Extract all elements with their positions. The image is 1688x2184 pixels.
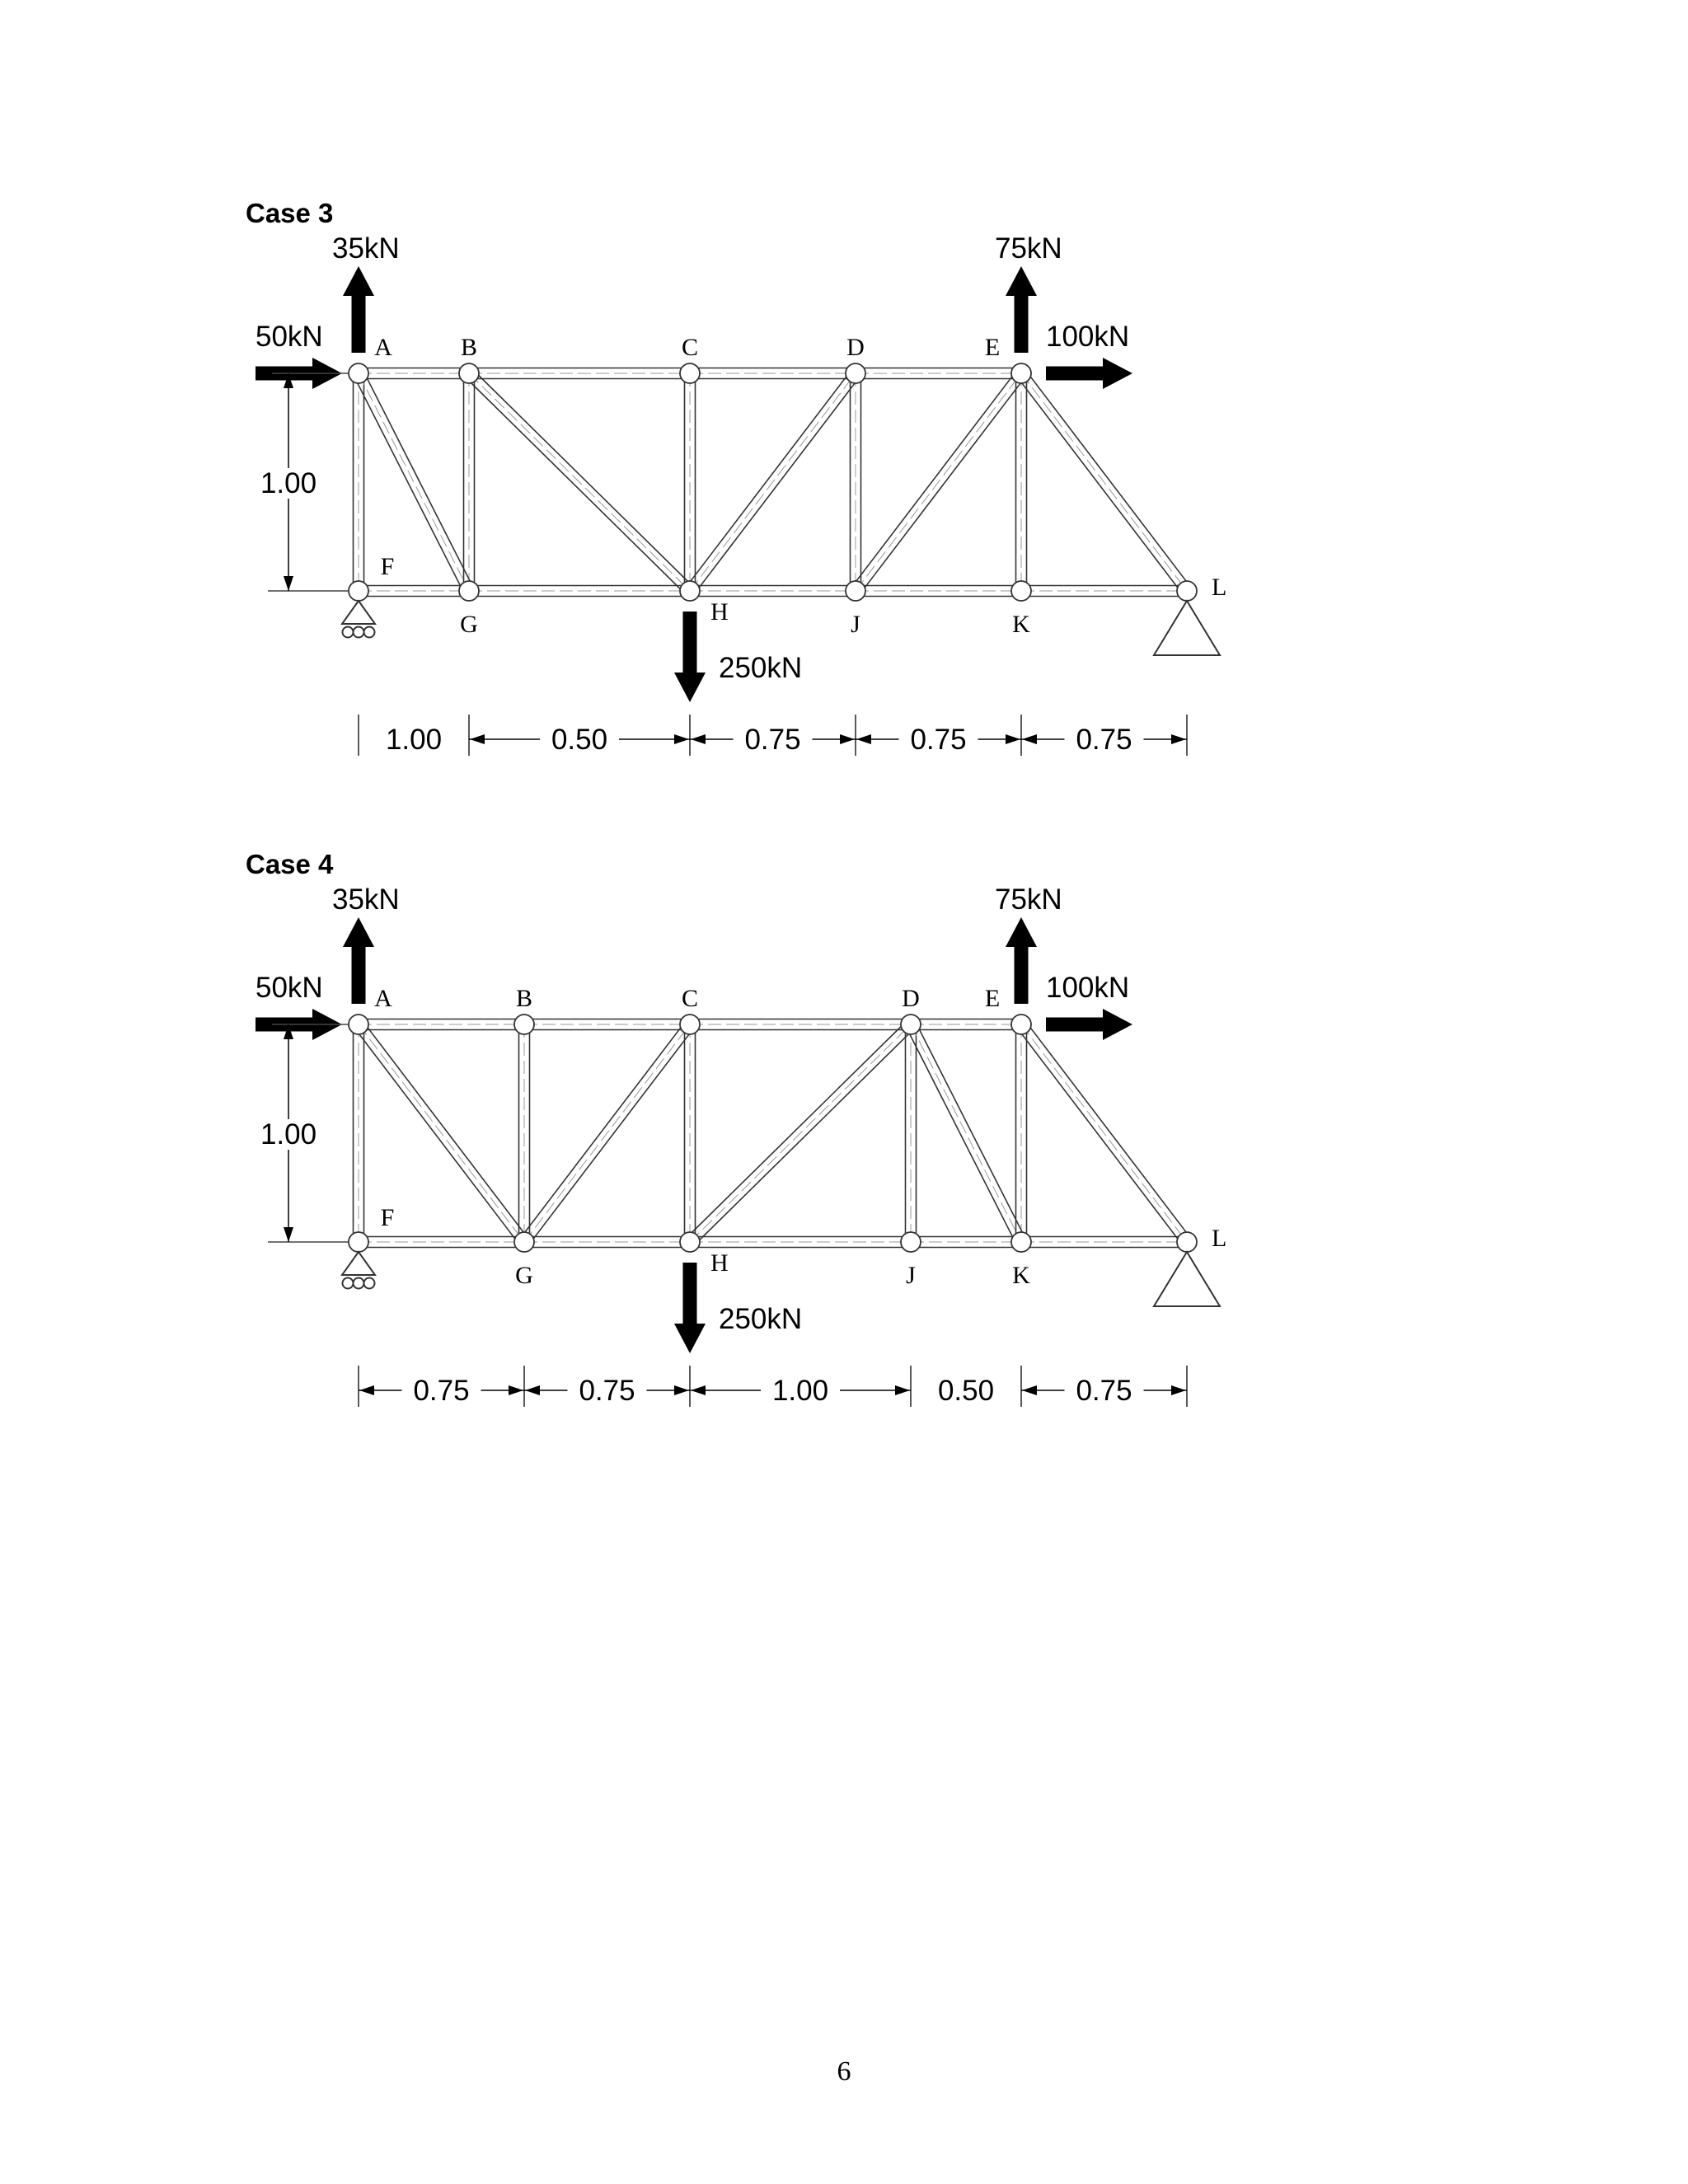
truss-member xyxy=(690,1019,911,1030)
joint-f xyxy=(349,1232,368,1252)
arrow-shape xyxy=(1006,266,1037,353)
joint-l xyxy=(1177,1232,1197,1252)
load-arrow-up xyxy=(343,917,374,1004)
case-title: Case 3 xyxy=(246,198,334,228)
joint-c xyxy=(680,1015,700,1034)
pin-support-triangle xyxy=(1154,1252,1220,1306)
load-label: 250kN xyxy=(719,1303,803,1335)
arrow-shape xyxy=(1046,1009,1132,1040)
arrow-shape xyxy=(343,266,374,353)
joint-j xyxy=(846,581,865,601)
dimension-arrowhead xyxy=(1006,734,1020,744)
node-label-h: H xyxy=(710,598,729,626)
joint-d xyxy=(901,1015,921,1034)
span-dimension-label: 0.50 xyxy=(551,724,608,756)
height-dimension-label: 1.00 xyxy=(260,467,317,499)
member-line xyxy=(686,370,851,588)
member-line xyxy=(354,1028,520,1245)
arrow-shape xyxy=(674,1263,706,1353)
member-line xyxy=(1017,377,1183,594)
arrow-shape xyxy=(1046,358,1132,389)
span-dimension-label: 1.00 xyxy=(385,724,443,756)
node-label-l: L xyxy=(1212,1225,1227,1252)
dimension-arrowhead xyxy=(691,734,706,744)
joint-j xyxy=(901,1232,921,1252)
truss-member xyxy=(856,368,1021,379)
dimension-arrowhead xyxy=(1171,734,1186,744)
truss-member xyxy=(686,1020,914,1245)
load-label: 100kN xyxy=(1046,321,1130,353)
load-label: 50kN xyxy=(256,321,323,353)
load-arrow-right xyxy=(1046,358,1132,389)
roller-support-triangle xyxy=(342,1252,375,1275)
member-line xyxy=(860,377,1025,594)
truss-member xyxy=(911,1237,1021,1248)
node-label-h: H xyxy=(710,1249,729,1277)
dimension-arrowhead xyxy=(691,1385,706,1395)
member-line xyxy=(694,377,860,594)
span-dimension-label: 0.75 xyxy=(1076,724,1132,756)
truss-member xyxy=(465,369,693,594)
truss-member xyxy=(690,1237,911,1248)
node-label-j: J xyxy=(851,611,860,638)
truss-member xyxy=(1016,1024,1027,1242)
truss-member xyxy=(906,1022,1026,1244)
member-line xyxy=(1021,373,1187,591)
member-line xyxy=(1025,1021,1191,1239)
node-label-g: G xyxy=(515,1262,533,1289)
dimension-arrowhead xyxy=(1171,1385,1186,1395)
joint-g xyxy=(459,581,479,601)
truss-member xyxy=(469,586,690,597)
truss-member xyxy=(354,373,364,591)
joint-k xyxy=(1011,1232,1031,1252)
node-label-e: E xyxy=(984,985,1001,1012)
truss-member xyxy=(359,586,469,597)
joint-e xyxy=(1011,1015,1031,1034)
span-dimension-label: 0.75 xyxy=(1076,1375,1132,1407)
truss-member xyxy=(520,1021,694,1245)
height-arrowhead xyxy=(284,576,293,591)
roller-wheel xyxy=(364,1278,375,1289)
load-label: 75kN xyxy=(995,232,1062,265)
arrow-shape xyxy=(1006,917,1037,1004)
member-line xyxy=(851,370,1017,588)
node-label-j: J xyxy=(906,1262,916,1289)
load-label: 35kN xyxy=(332,883,400,916)
joint-f xyxy=(349,581,368,601)
member-line xyxy=(856,373,1021,591)
dimension-arrowhead xyxy=(509,1385,523,1395)
truss-member xyxy=(519,1024,530,1242)
member-line xyxy=(1025,370,1191,588)
page-number: 6 xyxy=(837,2056,851,2087)
load-label: 50kN xyxy=(256,972,323,1004)
load-arrow-up xyxy=(1006,266,1037,353)
member-line xyxy=(694,1029,915,1246)
dimension-arrowhead xyxy=(674,1385,689,1395)
joint-b xyxy=(459,363,479,383)
member-line xyxy=(520,1021,686,1239)
member-line xyxy=(465,377,686,595)
load-arrow-down xyxy=(674,612,706,702)
dimension-arrowhead xyxy=(856,734,871,744)
dimension-arrowhead xyxy=(1022,734,1037,744)
member-line xyxy=(354,376,464,593)
span-dimension-label: 0.50 xyxy=(937,1375,995,1407)
roller-support-triangle xyxy=(342,601,375,624)
node-label-b: B xyxy=(515,985,533,1012)
truss-member xyxy=(1021,1237,1187,1248)
node-label-a: A xyxy=(374,985,392,1012)
truss-member xyxy=(911,1019,1021,1030)
roller-wheel xyxy=(354,627,364,638)
dimension-arrowhead xyxy=(470,734,485,744)
node-label-d: D xyxy=(846,334,865,361)
span-dimension-label: 0.75 xyxy=(744,724,801,756)
case-title: Case 4 xyxy=(246,849,334,879)
span-dimension-label: 0.75 xyxy=(910,724,967,756)
arrow-shape xyxy=(674,612,706,702)
truss-member xyxy=(359,1019,524,1030)
arrow-shape xyxy=(343,917,374,1004)
member-line xyxy=(469,373,690,591)
member-line xyxy=(690,373,856,591)
truss-member xyxy=(690,586,856,597)
truss-member xyxy=(464,373,475,591)
member-line xyxy=(524,1024,690,1242)
truss-member xyxy=(1017,370,1191,594)
span-dimension-label: 0.75 xyxy=(413,1375,470,1407)
load-label: 35kN xyxy=(332,232,400,265)
dimension-arrowhead xyxy=(525,1385,540,1395)
member-line xyxy=(359,373,469,591)
joint-k xyxy=(1011,581,1031,601)
truss-member xyxy=(469,368,690,379)
joint-a xyxy=(349,363,368,383)
height-arrowhead xyxy=(284,1227,293,1242)
truss-member xyxy=(686,370,860,594)
node-label-k: K xyxy=(1012,1262,1030,1289)
truss-member xyxy=(354,371,474,593)
roller-wheel xyxy=(364,627,375,638)
truss-member xyxy=(856,586,1021,597)
dimension-arrowhead xyxy=(1022,1385,1037,1395)
node-label-f: F xyxy=(380,1204,395,1231)
node-label-l: L xyxy=(1212,574,1227,601)
span-dimension-label: 1.00 xyxy=(771,1375,829,1407)
node-label-f: F xyxy=(380,553,395,580)
member-line xyxy=(916,1022,1026,1240)
member-line xyxy=(686,1020,907,1238)
roller-wheel xyxy=(343,627,354,638)
truss-member xyxy=(685,373,696,591)
joint-d xyxy=(846,363,865,383)
member-line xyxy=(690,1024,911,1242)
member-line xyxy=(906,1027,1016,1244)
truss-member xyxy=(1016,373,1027,591)
truss-member xyxy=(1021,586,1187,597)
member-line xyxy=(1017,1028,1183,1245)
load-label: 100kN xyxy=(1046,972,1130,1004)
truss-member xyxy=(354,1024,364,1242)
node-label-e: E xyxy=(984,334,1001,361)
dimension-arrowhead xyxy=(359,1385,374,1395)
member-line xyxy=(1021,1024,1187,1242)
pin-support-triangle xyxy=(1154,601,1220,655)
roller-wheel xyxy=(354,1278,364,1289)
truss-member xyxy=(1017,1021,1191,1245)
truss-member xyxy=(851,373,861,591)
joint-l xyxy=(1177,581,1197,601)
node-label-d: D xyxy=(902,985,920,1012)
load-arrow-up xyxy=(1006,917,1037,1004)
load-arrow-right xyxy=(1046,1009,1132,1040)
truss-member xyxy=(524,1019,690,1030)
truss-member xyxy=(524,1237,690,1248)
truss-member xyxy=(851,370,1025,594)
load-label: 75kN xyxy=(995,883,1062,916)
load-label: 250kN xyxy=(719,652,803,684)
roller-wheel xyxy=(343,1278,354,1289)
node-label-g: G xyxy=(460,611,478,638)
truss-member xyxy=(359,368,469,379)
joint-g xyxy=(514,1232,534,1252)
joint-c xyxy=(680,363,700,383)
node-label-c: C xyxy=(681,985,699,1012)
dimension-arrowhead xyxy=(674,734,689,744)
node-label-c: C xyxy=(681,334,699,361)
joint-h xyxy=(680,1232,700,1252)
dimension-arrowhead xyxy=(895,1385,910,1395)
truss-member xyxy=(690,368,856,379)
span-dimension-label: 0.75 xyxy=(579,1375,635,1407)
joint-b xyxy=(514,1015,534,1034)
member-line xyxy=(911,1024,1021,1242)
load-arrow-down xyxy=(674,1263,706,1353)
node-label-b: B xyxy=(460,334,478,361)
member-line xyxy=(528,1028,694,1245)
node-label-k: K xyxy=(1012,611,1030,638)
joint-h xyxy=(680,581,700,601)
member-line xyxy=(473,369,694,587)
truss-member xyxy=(685,1024,696,1242)
truss-member xyxy=(906,1024,917,1242)
load-arrow-up xyxy=(343,266,374,353)
node-label-a: A xyxy=(374,334,392,361)
height-dimension-label: 1.00 xyxy=(260,1118,317,1151)
joint-e xyxy=(1011,363,1031,383)
dimension-arrowhead xyxy=(840,734,855,744)
joint-a xyxy=(349,1015,368,1034)
truss-diagram-case-4 xyxy=(0,816,1688,1640)
truss-member xyxy=(359,1237,524,1248)
